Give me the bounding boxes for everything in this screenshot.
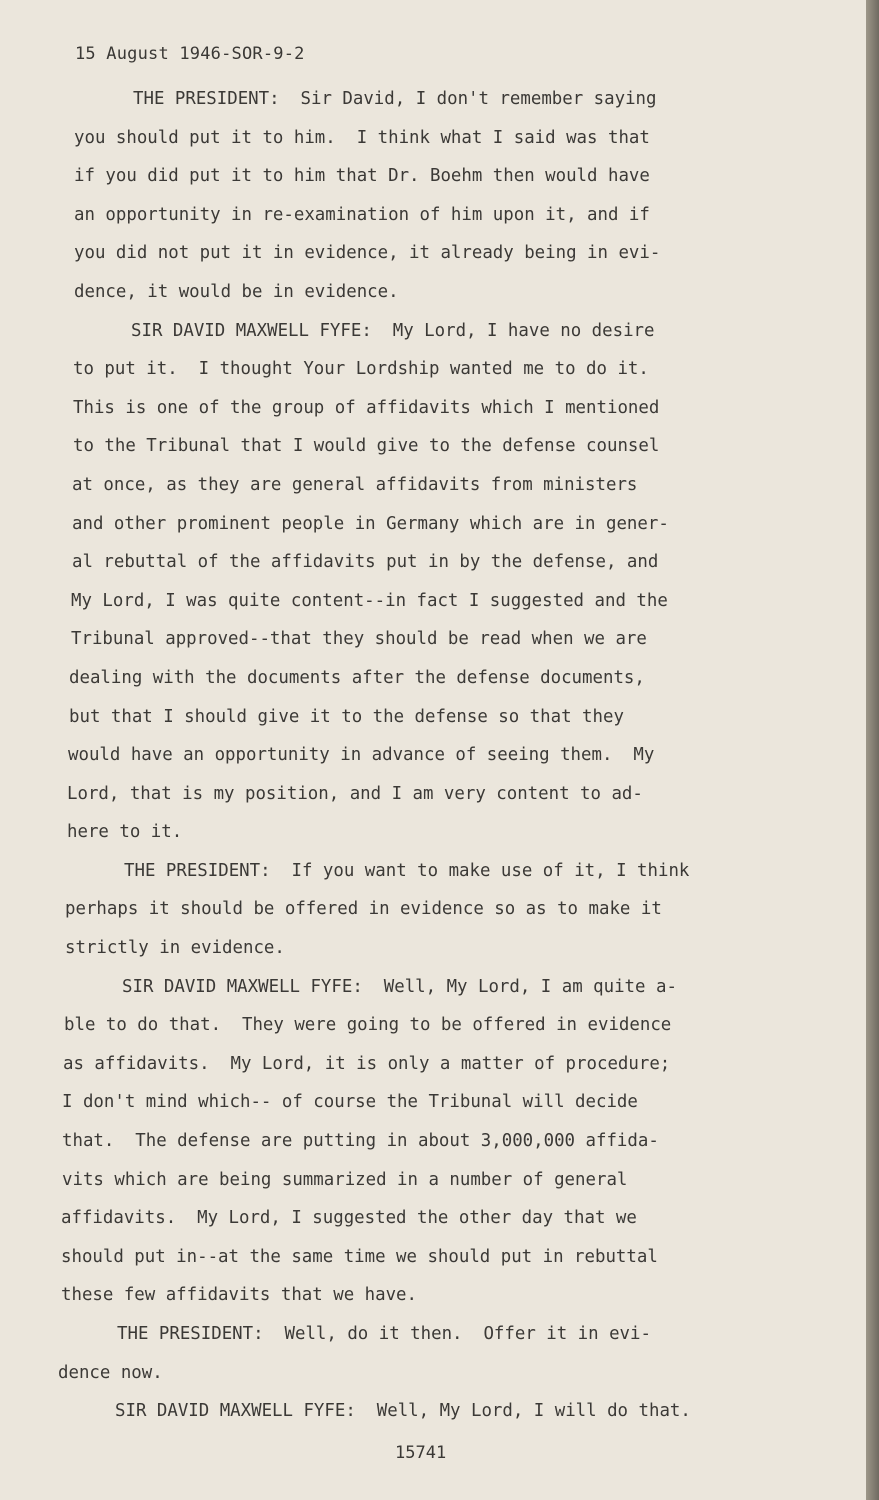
transcript-line: dence now. [58, 1362, 163, 1383]
transcript-line: and other prominent people in Germany which are in gener- [72, 513, 669, 534]
transcript-line: you should put it to him. I think what I said was that [74, 127, 650, 148]
transcript-line: I don't mind which-- of course the Tribunal will decide [62, 1092, 638, 1113]
transcript-line: these few affidavits that we have. [61, 1285, 417, 1306]
transcript-line: as affidavits. My Lord, it is only a matter of procedure; [63, 1053, 671, 1074]
transcript-line: dealing with the documents after the defense documents, [69, 667, 645, 688]
transcript-line: Lord, that is my position, and I am very content to ad- [67, 783, 643, 804]
transcript-line: THE PRESIDENT: Sir David, I don't remember saying [133, 89, 657, 109]
transcript-body [60, 80, 760, 1431]
transcript-line: an opportunity in re-examination of him upon it, and if [74, 204, 650, 225]
transcript-line: THE PRESIDENT: If you want to make use of it, I think [124, 860, 690, 881]
transcript-line: if you did put it to him that Dr. Boehm then would have [74, 166, 650, 187]
document-header: 15 August 1946-SOR-9-2 [75, 44, 305, 64]
page-number: 15741 [395, 1443, 447, 1463]
transcript-line: SIR DAVID MAXWELL FYFE: Well, My Lord, I will do that. [115, 1401, 691, 1422]
transcript-line: dence, it would be in evidence. [74, 281, 399, 302]
transcript-line: SIR DAVID MAXWELL FYFE: My Lord, I have no desire [131, 320, 655, 341]
transcript-line: to the Tribunal that I would give to the defense counsel [73, 436, 660, 457]
transcript-line: SIR DAVID MAXWELL FYFE: Well, My Lord, I am quite a- [122, 976, 677, 997]
transcript-line: My Lord, I was quite content--in fact I suggested and the [71, 590, 668, 611]
transcript-line: al rebuttal of the affidavits put in by the defense, and [72, 552, 659, 573]
transcript-line: here to it. [67, 822, 183, 843]
transcript-line: THE PRESIDENT: Well, do it then. Offer it in evi- [117, 1324, 651, 1344]
transcript-line: affidavits. My Lord, I suggested the other day that we [61, 1208, 637, 1229]
transcript-line: would have an opportunity in advance of seeing them. My [68, 745, 655, 766]
transcript-line: that. The defense are putting in about 3,000,000 affida- [62, 1131, 659, 1152]
transcript-line: Tribunal approved--that they should be read when we are [71, 629, 647, 650]
transcript-line: perhaps it should be offered in evidence so as to make it [65, 899, 662, 920]
transcript-line: you did not put it in evidence, it already being in evi- [74, 243, 661, 264]
transcript-line: should put in--at the same time we should put in rebuttal [61, 1246, 658, 1267]
page-edge-shadow [866, 0, 879, 1500]
transcript-line: vits which are being summarized in a number of general [62, 1169, 628, 1190]
transcript-line: but that I should give it to the defense so that they [69, 706, 624, 727]
transcript-line: strictly in evidence. [65, 938, 285, 959]
transcript-line: This is one of the group of affidavits which I mentioned [73, 397, 660, 418]
transcript-line: at once, as they are general affidavits from ministers [72, 474, 638, 495]
transcript-line: ble to do that. They were going to be offered in evidence [64, 1015, 672, 1036]
transcript-line: to put it. I thought Your Lordship wanted me to do it. [73, 359, 649, 380]
